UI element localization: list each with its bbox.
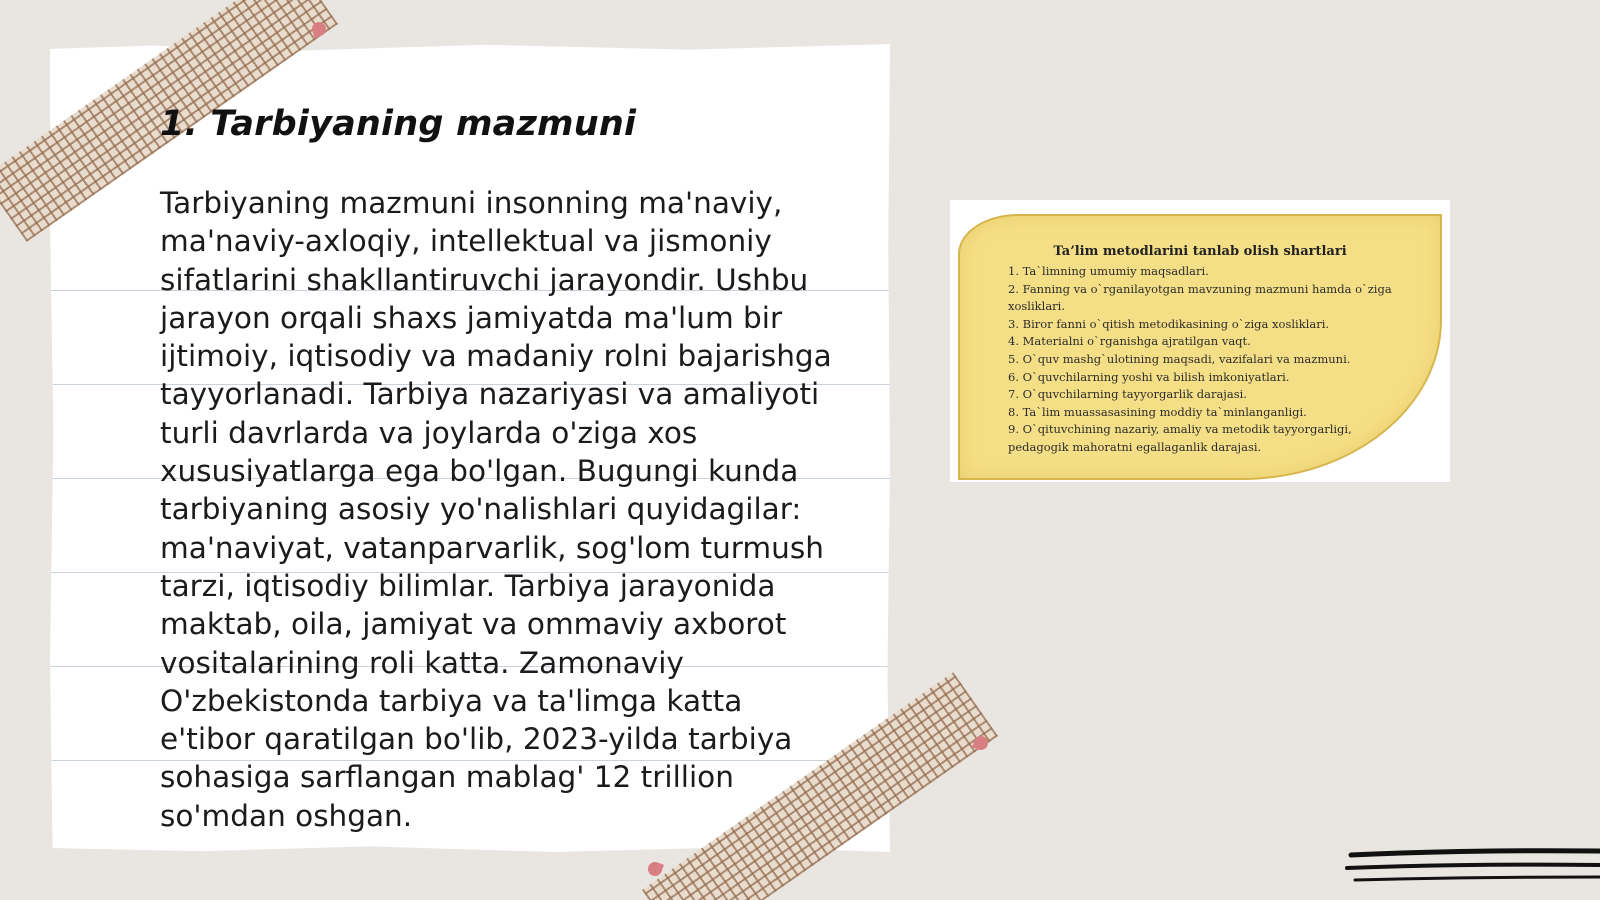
card-title: Ta’lim metodlarini tanlab olish shartlari xyxy=(1053,244,1347,259)
methods-image-card xyxy=(950,200,1450,482)
list-item: 9. O`qituvchining nazariy, amaliy va metodik tayyorgarligi, pedagogik mahoratni egallaganlik darajasi. xyxy=(1008,422,1352,454)
list-item: 8. Ta`lim muassasasining moddiy ta`minlanganligi. xyxy=(1008,404,1307,419)
note-title: 1. Tarbiyaning mazmuni xyxy=(160,104,637,144)
list-item: 2. Fanning va o`rganilayotgan mavzuning mazmuni hamda o`ziga xosliklari. xyxy=(1008,281,1392,314)
list-item: 6. O`quvchilarning yoshi va bilish imkoniyatlari. xyxy=(1008,369,1290,384)
list-item: 3. Biror fanni o`qitish metodikasining o`ziga xosliklari. xyxy=(1008,316,1330,331)
list-item: 5. O`quv mashg`ulotining maqsadi, vazifalari va mazmuni. xyxy=(1008,351,1351,366)
list-item: 7. O`quvchilarning tayyorgarlik darajasi. xyxy=(1008,387,1247,402)
list-item: 1. Ta`limning umumiy maqsadlari. xyxy=(1008,264,1209,278)
list-item: 4. Materialni o`rganishga ajratilgan vaqt. xyxy=(1008,334,1251,349)
methods-card-panel xyxy=(958,214,1442,480)
note-body-text: Tarbiyaning mazmuni insonning ma'naviy, ma'naviy-axloqiy, intellektual va jismoniy sifatlarini shakllantiruvchi jarayondir. Ushbu jarayon orqali shaxs jamiyatda ma'lum bir ijtimoiy, iqtisodiy va madaniy rolni bajarishga tayyorlanadi. Tarbiya nazariyasi va amaliyoti turli davrlarda va joylarda o'ziga xos xususiyatlarga ega bo'lgan. Bugungi kunda tarbiyaning asosiy yo'nalishlari quyidagilar: ma'naviyat, vatanparvarlik, sog'lom turmush tarzi, iqtisodiy bilimlar. Tarbiya jarayonida maktab, oila, jamiyat va ommaviy axborot vositalarining roli katta. Zamonaviy O'zbekistonda tarbiya va ta'limga katta e'tibor qaratilgan bo'lib, 2023-yilda tarbiya sohasiga sarflangan mablag' 12 trillion so'mdan oshgan. xyxy=(160,186,832,833)
card-conditions-list xyxy=(1008,263,1408,457)
brush-strokes-decoration xyxy=(1345,846,1600,896)
